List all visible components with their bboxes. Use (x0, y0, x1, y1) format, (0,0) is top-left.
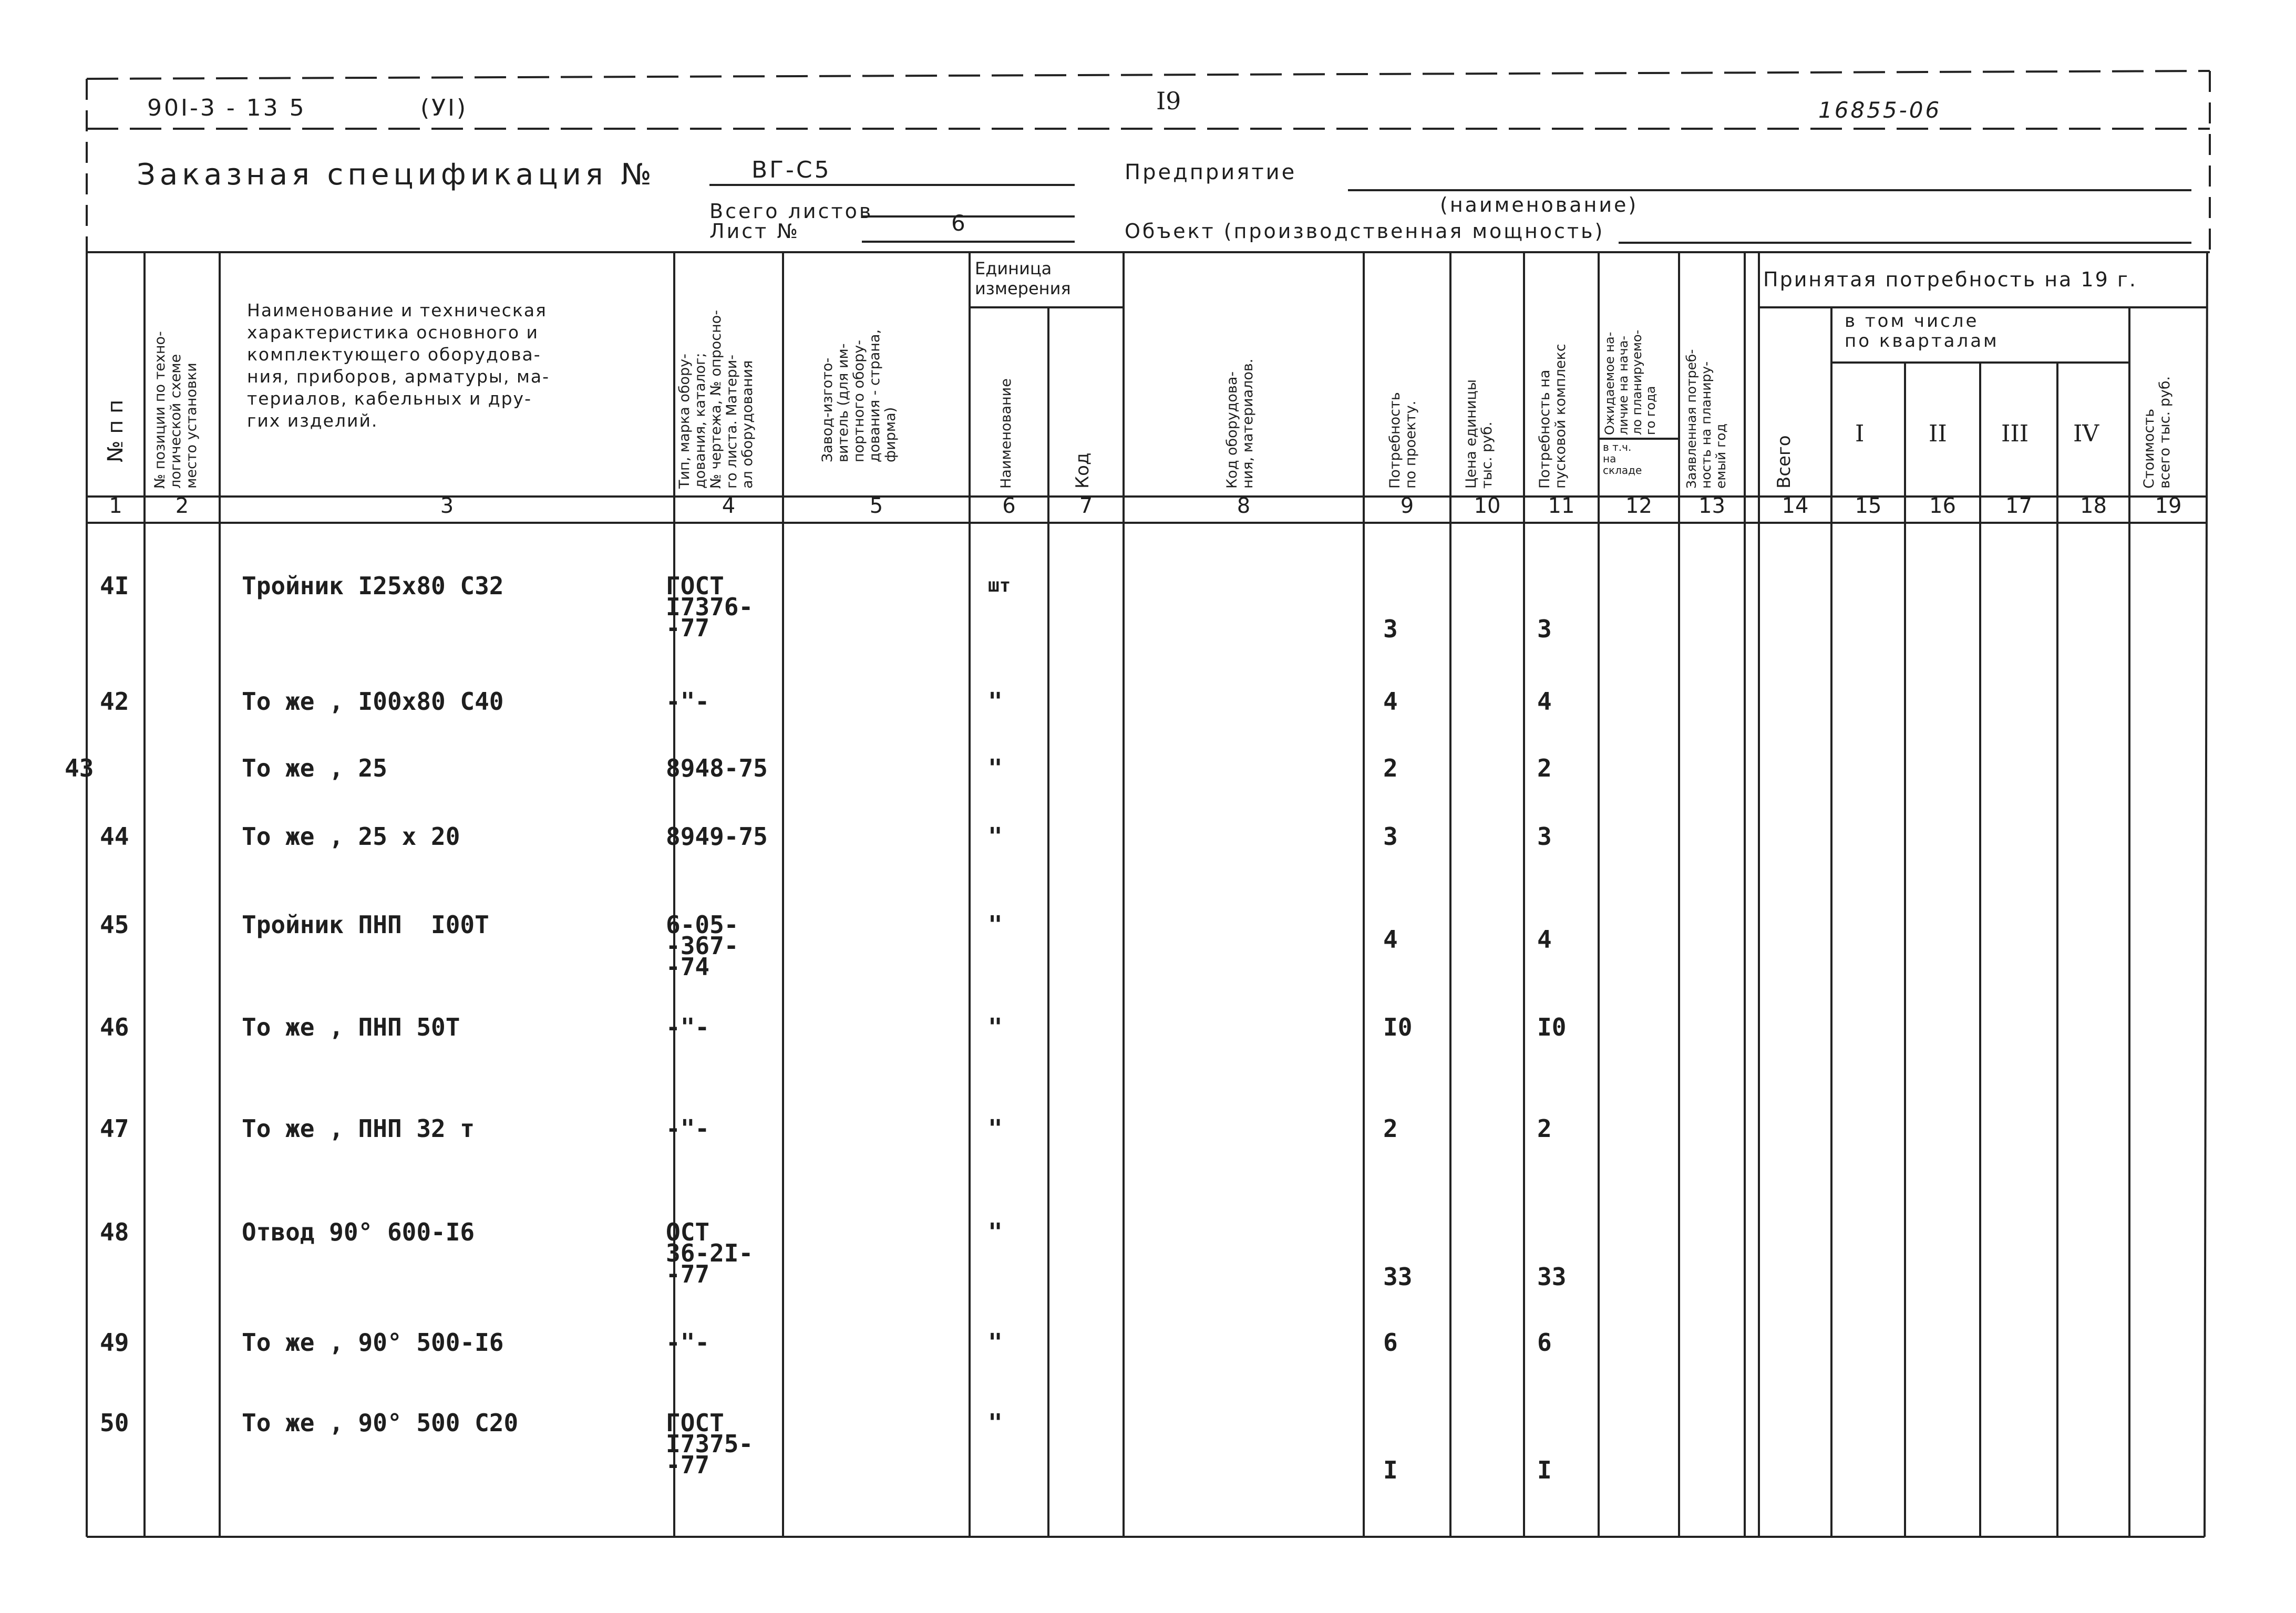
table-row (0, 1409, 2296, 1517)
table-row (0, 1218, 2296, 1327)
col-header-14: Всего (1774, 435, 1795, 489)
row-standard: ГОСТ I7375- -77 (666, 1409, 754, 1479)
row-standard: ГОСТ I7376- -77 (666, 572, 754, 642)
total-sheets-label: Всего листов (709, 200, 873, 223)
col-header-16: II (1929, 420, 1947, 447)
col-number: 18 (2080, 494, 2107, 518)
total-sheets: 6 (951, 210, 967, 236)
row-standard: -"- (666, 1114, 710, 1143)
row-item-name: То же , 90° 500-I6 (242, 1328, 504, 1357)
spec-title: Заказная спецификация № (137, 158, 656, 192)
col-header-4: Тип, марка обору- дования, каталог; № чертежа, № опросно- го листа. Матери- ал оборудования (676, 310, 756, 489)
table-row (0, 1013, 2296, 1122)
row-unit: " (988, 687, 1003, 716)
page-number: I9 (1156, 87, 1181, 115)
row-standard: -"- (666, 687, 710, 716)
col-header-8: Код оборудова- ния, материалов. (1224, 358, 1256, 489)
row-position: 4I (100, 572, 129, 600)
col-number: 15 (1855, 494, 1882, 518)
row-unit: " (988, 1328, 1003, 1357)
row-standard: -"- (666, 1013, 710, 1041)
col-number: 6 (1002, 494, 1016, 518)
row-item-name: То же , ПНП 50Т (242, 1013, 460, 1041)
spec-number: ВГ-С5 (751, 157, 831, 183)
col-number: 1 (109, 494, 122, 518)
row-launch-need: 6 (1537, 1328, 1552, 1357)
row-item-name: То же , 25 х 20 (242, 822, 460, 851)
col-number: 11 (1548, 494, 1575, 518)
col-number: 12 (1625, 494, 1652, 518)
col-number: 4 (722, 494, 736, 518)
col-header-6-7: Единица измерения (975, 259, 1071, 298)
col-number: 8 (1237, 494, 1251, 518)
document-code: 90I-3 - 13 5 (147, 95, 306, 121)
row-item-name: То же , I00x80 С40 (242, 687, 504, 716)
table-row (0, 911, 2296, 1019)
object-label: Объект (производственная мощность) (1125, 220, 1605, 243)
document-part: (УI) (420, 95, 468, 121)
row-unit: " (988, 1013, 1003, 1041)
col-number: 3 (440, 494, 454, 518)
quarters-header: в том числе по кварталам (1845, 311, 1999, 351)
col-header-3: Наименование и техническая характеристика основного и комплектующего оборудова- ния, приборов, арматуры, ма- териалов, кабельных и дру- гих изделий. (247, 300, 550, 431)
enterprise-label: Предприятие (1125, 160, 1297, 184)
col-header-5: Завод-изгото- витель (для им- портного обору- дования - страна, фирма) (819, 329, 899, 462)
table-row (0, 572, 2296, 680)
row-project-need: 4 (1383, 925, 1398, 954)
row-unit: " (988, 1218, 1003, 1246)
row-launch-need: 3 (1537, 615, 1552, 643)
row-position: 46 (100, 1013, 129, 1041)
inventory-number: 16855-06 (1818, 97, 1942, 123)
row-launch-need: 2 (1537, 1114, 1552, 1143)
row-unit: " (988, 911, 1003, 939)
row-launch-need: 2 (1537, 754, 1552, 782)
row-position: 50 (100, 1409, 129, 1437)
row-project-need: 33 (1383, 1263, 1413, 1291)
col-number: 17 (2005, 494, 2032, 518)
row-position: 45 (100, 911, 129, 939)
row-project-need: 4 (1383, 687, 1398, 716)
row-project-need: 3 (1383, 822, 1398, 851)
row-unit: " (988, 1409, 1003, 1437)
col-number: 19 (2155, 494, 2182, 518)
row-position: 47 (100, 1114, 129, 1143)
enterprise-hint: (наименование) (1440, 193, 1639, 216)
row-standard: 6-05- -367- -74 (666, 911, 739, 981)
col-header-15: I (1855, 420, 1865, 447)
col-header-18: IV (2073, 420, 2099, 447)
row-position: 42 (100, 687, 129, 716)
col-number: 14 (1782, 494, 1809, 518)
col-header-9: Потребность по проекту. (1387, 392, 1419, 489)
row-unit: " (988, 1114, 1003, 1143)
col-number: 10 (1474, 494, 1501, 518)
row-launch-need: 33 (1537, 1263, 1567, 1291)
col-header-13: Заявленная потреб- ность на планиру- емый год (1684, 349, 1728, 489)
col-header-6: Наименование (998, 378, 1014, 489)
col-number: 9 (1400, 494, 1414, 518)
row-standard: 8948-75 (666, 754, 768, 782)
row-project-need: I0 (1383, 1013, 1413, 1041)
row-item-name: Тройник I25x80 С32 (242, 572, 504, 600)
col-header-7: Код (1072, 452, 1093, 489)
row-project-need: 3 (1383, 615, 1398, 643)
col-header-11: Потребность на пусковой комплекс (1537, 344, 1569, 489)
row-standard: ОСТ 36-2I- -77 (666, 1218, 754, 1288)
accepted-need-header: Принятая потребность на 19 г. (1763, 268, 2137, 291)
col-header-17: III (2001, 420, 2029, 447)
table-row (0, 1114, 2296, 1223)
row-unit: " (988, 754, 1003, 782)
row-standard: 8949-75 (666, 822, 768, 851)
row-item-name: Отвод 90° 600-I6 (242, 1218, 475, 1246)
col-header-1: № п п (104, 399, 128, 462)
sheet-label: Лист № (709, 220, 800, 243)
row-position: 49 (100, 1328, 129, 1357)
row-project-need: 6 (1383, 1328, 1398, 1357)
row-unit: шт (988, 575, 1011, 596)
col-header-2: № позиции по техно- логической схеме место установки (152, 331, 200, 489)
col-number: 13 (1698, 494, 1725, 518)
col-header-19: Стоимость всего тыс. руб. (2141, 376, 2173, 489)
col-number: 2 (175, 494, 189, 518)
row-project-need: I (1383, 1456, 1398, 1484)
row-launch-need: 4 (1537, 687, 1552, 716)
row-position: 44 (100, 822, 129, 851)
row-launch-need: I0 (1537, 1013, 1567, 1041)
row-position: 43 (65, 754, 94, 782)
row-launch-need: 4 (1537, 925, 1552, 954)
row-project-need: 2 (1383, 1114, 1398, 1143)
col-number: 5 (869, 494, 883, 518)
row-item-name: Тройник ПНП I00Т (242, 911, 489, 939)
col-header-12: Ожидаемое на- личие на нача- ло планируемо- го года (1602, 329, 1658, 435)
col-header-10: Цена единицы тыс. руб. (1463, 379, 1495, 489)
row-launch-need: I (1537, 1456, 1552, 1484)
row-item-name: То же , 90° 500 С20 (242, 1409, 519, 1437)
row-project-need: 2 (1383, 754, 1398, 782)
col-number: 16 (1929, 494, 1956, 518)
row-position: 48 (100, 1218, 129, 1246)
row-standard: -"- (666, 1328, 710, 1357)
col-header-12-stock: в т.ч. на складе (1603, 441, 1642, 477)
row-item-name: То же , 25 (242, 754, 387, 782)
row-unit: " (988, 822, 1003, 851)
row-launch-need: 3 (1537, 822, 1552, 851)
row-item-name: То же , ПНП 32 т (242, 1114, 475, 1143)
col-number: 7 (1079, 494, 1093, 518)
